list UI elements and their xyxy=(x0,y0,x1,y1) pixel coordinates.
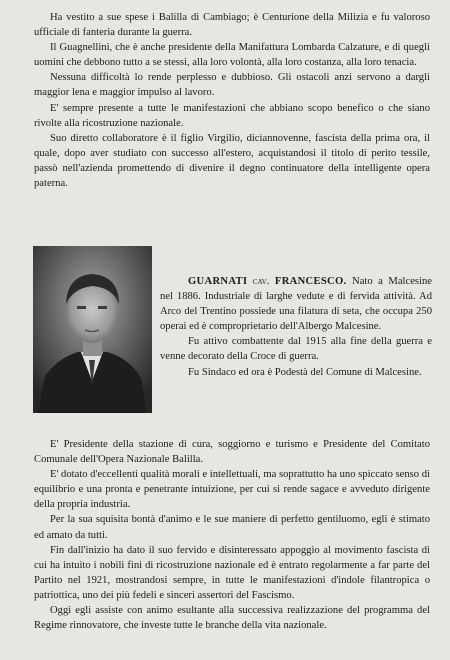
top-text-block xyxy=(34,10,430,191)
person-first-name: FRANCESCO. xyxy=(274,276,347,287)
paragraph: Nessuna difficoltà lo rende perplesso e dubbioso. Gli ostacoli anzi servono a dargli maggior lena e maggior impulso al lavoro. xyxy=(34,72,430,99)
bio-intro-text: Nato a Malcesine nel 1886. Industriale di larghe vedute e di fervida attività. Ad Arco del Trentino possiede una filatura di seta, che occupa 250 operai ed è comproprietario dell'Albergo Malcesine. xyxy=(160,276,432,333)
paragraph: Fu attivo combattente dal 1915 alla fine della guerra e venne decorato della Croce di guerra. xyxy=(160,336,432,363)
bio-text-block xyxy=(34,437,430,633)
paragraph: Il Guagnellini, che è anche presidente della Manifattura Lombarda Calzature, e di quegli uomini che debbono tutto a se stessi, alla loro volontà, alla loro costanza, alla loro tenacia. xyxy=(34,42,430,69)
paragraph: Oggi egli assiste con animo esultante alla successiva realizzazione del programma del Regime rinnovatore, che investe tutte le branche della vita nazionale. xyxy=(34,605,430,632)
bio-intro xyxy=(160,274,432,380)
paragraph: Suo diretto collaboratore è il figlio Virgilio, diciannovenne, fascista della prima ora, il quale, dopo aver studiato con successo all'estero, acquistandosi il titolo di perito tessile, passò nell'azienda promettendo di divenire il degno continuatore della intelligente opera paterna. xyxy=(34,132,430,190)
paragraph: Fin dall'inizio ha dato il suo fervido e disinteressato appoggio al movimento fascista di cui ha intuito i nobili fini di ricostruzione nazionale ed è entrato regolarmente a far parte del Partito nel 1921, mostrandosi sempre, in tutte le manifestazioni d'indole filantropica o patriottica, uno dei più fedeli e sinceri assertori del Fascismo. xyxy=(34,544,430,601)
paragraph: E' Presidente della stazione di cura, soggiorno e turismo e Presidente del Comitato Comunale dell'Opera Nazionale Balilla. xyxy=(34,439,430,466)
paragraph: E' dotato d'eccellenti qualità morali e intellettuali, ma soprattutto ha uno spiccato senso di equilibrio e una pronta e penetrante intuizione, per cui si rende sagace e avveduto dirigente della propria industria. xyxy=(34,469,430,511)
paragraph: E' sempre presente a tutte le manifestazioni che abbiano scopo benefico o che siano rivolte alla ricostruzione nazionale. xyxy=(34,102,430,129)
bio-intro-paragraph xyxy=(160,274,432,334)
person-surname: GUARNATI xyxy=(188,276,248,287)
person-title: cav. xyxy=(252,276,270,287)
paragraph: Per la sua squisita bontà d'animo e le sue maniere di perfetto gentiluomo, egli è stimato ed amato da tutti. xyxy=(34,514,430,541)
portrait-photo xyxy=(33,246,152,413)
paragraph: Fu Sindaco ed ora è Podestà del Comune di Malcesine. xyxy=(188,366,422,378)
paragraph: Ha vestito a sue spese i Balilla di Cambiago; è Centurione della Milizia e fu valoroso ufficiale di fanteria durante la guerra. xyxy=(34,12,430,39)
